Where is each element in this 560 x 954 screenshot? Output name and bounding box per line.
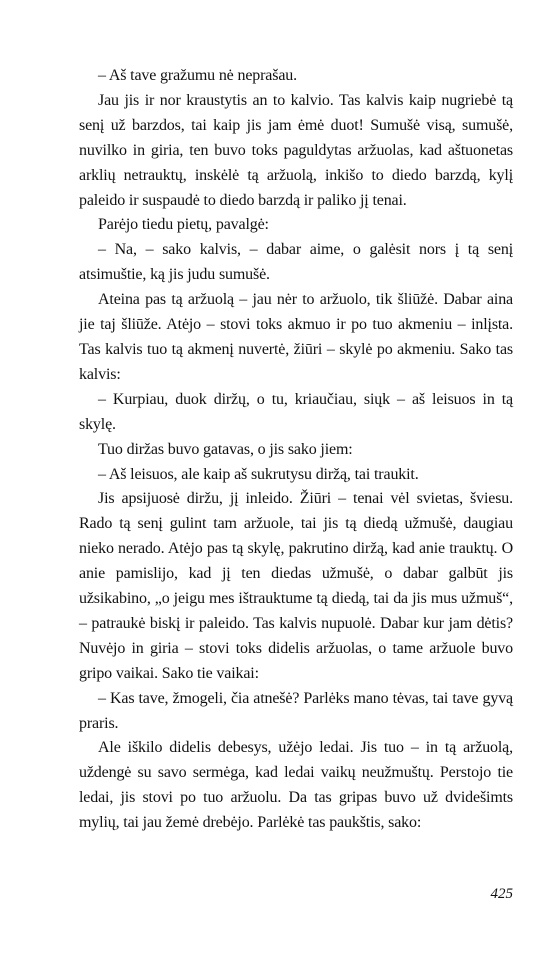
paragraph: Parėjo tiedu pietų, pavalgė: [98, 216, 269, 234]
paragraph: Jis apsijuosė diržu, jį inleido. Žiūri – tenai vėl svietas, šviesu. Rado tą senį gulint tam aržuole, tai jis tą diedą užmušė, daugiau nieko nerado. Atėjo pas tą skylę, pakrutino diržą, kad anie trauktų. O anie pamislijo, kad jį ten diedas užmušė, o dabar galbūt jis užsikabino, „o jeigu mes ištrauktume tą diedą, tai da jis mus užmuš“, – patraukė biskį ir paleido. Tas kalvis nupuolė. Dabar kur jam dėtis? Nuvėjo in giria – stovi toks didelis aržuolas, o tame aržuole buvo gripo vaikai. Sako tie vaikai: [79, 490, 513, 682]
paragraph: – Kurpiau, duok diržų, o tu, kriaučiau, siųk – aš leisuos in tą skylę. [79, 390, 513, 433]
paragraph: – Kas tave, žmogeli, čia atnešė? Parlėks mano tėvas, tai tave gyvą praris. [79, 689, 513, 732]
paragraph: Ale iškilo didelis debesys, užėjo ledai. Jis tuo – in tą aržuolą, uždengė su savo sermėga, kad ledai vaikų neužmuštų. Perstojo tie ledai, jis stovi po tuo aržuolu. Da tas gripas buvo už dvidešimts mylių, tai jau žemė drebėjo. Parlėkė tas paukštis, sako: [79, 739, 513, 832]
paragraph: – Na, – sako kalvis, – dabar aime, o galėsit nors į tą senį atsimuštie, ką jis judu sumušė. [79, 241, 513, 284]
page-number: 425 [490, 886, 513, 902]
paragraph: Jau jis ir nor kraustytis an to kalvio. Tas kalvis kaip nugriebė tą senį už barzdos, tai kaip jis jam ėmė duot! Sumušė visą, sumušė, nuvilko in giria, ten buvo toks paguldytas aržuolas, kad aštuonetas arklių netrauktų, inskėlė tą aržuolą, inkišo to diedo barzdą, kylį paleido ir suspaudė to diedo barzdą ir paliko jį tenai. [79, 91, 513, 209]
paragraph: Tuo diržas buvo gatavas, o jis sako jiem: [98, 440, 353, 458]
page-text [79, 64, 513, 836]
paragraph: – Aš tave gražumu nė neprašau. [98, 67, 297, 84]
paragraph: – Aš leisuos, ale kaip aš sukrutysu diržą, tai traukit. [98, 465, 419, 483]
paragraph: Ateina pas tą aržuolą – jau nėr to aržuolo, tik šliūžė. Dabar aina jie taj šliūže. Atėjo – stovi toks akmuo ir po tuo akmeniu – inlįsta. Tas kalvis tuo tą akmenį nuvertė, žiūri – skylė po akmeniu. Sako tas kalvis: [79, 291, 513, 383]
